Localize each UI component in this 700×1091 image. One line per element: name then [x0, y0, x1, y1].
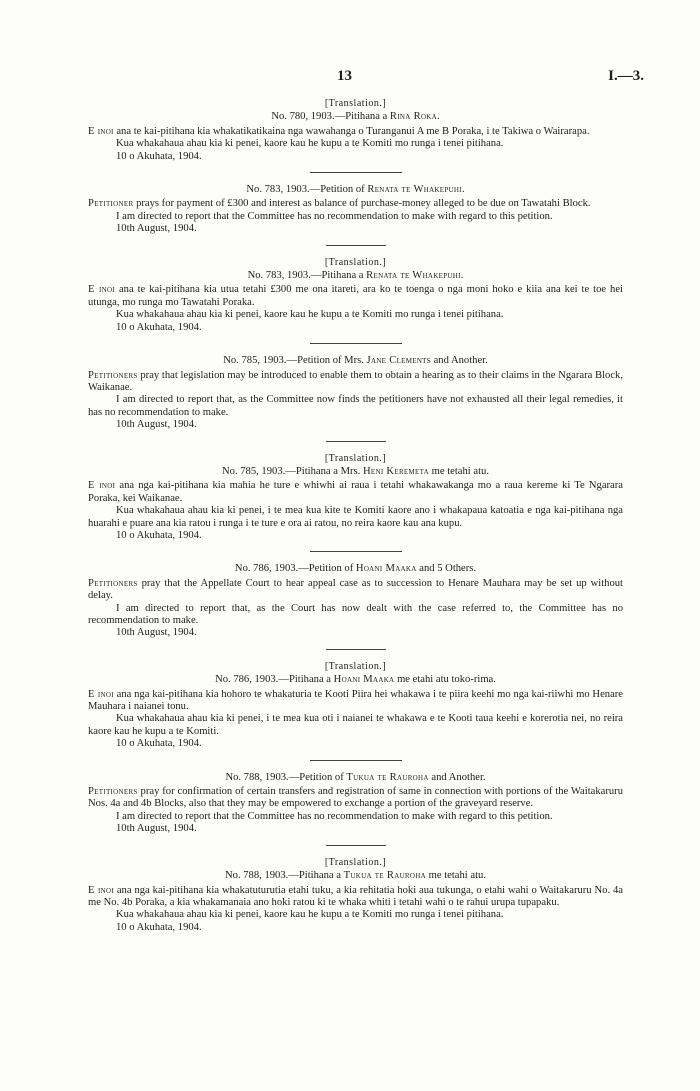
- translation-label: [Translation.]: [324, 256, 387, 268]
- report-date: 10th August, 1904.: [116, 223, 197, 235]
- petition-entry: [88, 857, 623, 934]
- petition-prayer: Petitioners pray for confirmation of certain transfers and registration of same in connection with portions of the Waitakaruru Nos. 4a and 4b Blocks, also that they may be empowered to exchange a portion of the graveyard reserve.: [88, 786, 623, 810]
- section-divider: [310, 343, 402, 344]
- translation-label: [Translation.]: [324, 856, 387, 868]
- report-date: 10 o Akuhata, 1904.: [116, 738, 202, 750]
- petition-entry: [88, 184, 623, 236]
- petitioner-name: Tukua te Rauroha: [343, 870, 426, 882]
- petition-prayer: E inoi ana te kai-pitihana kia utua tetahi £300 me ona itareti, ara ko te toenga o nga moni hoko e kiia ana kei te toe hei utunga, mo runga mo Tawatahi Poraka.: [88, 284, 623, 308]
- committee-report: Kua whakahaua ahau kia ki penei, kaore kau he kupu a te Komiti mo runga i tenei pitihana.: [116, 909, 504, 921]
- petition-heading: No. 788, 1903.—Petition of Tukua te Rauroha and Another.: [225, 771, 486, 783]
- committee-report: I am directed to report that, as the Committee now finds the petitioners have not exhausted all their legal remedies, it has no recommendation to make.: [88, 394, 623, 418]
- petition-prayer: Petitioners pray that legislation may be introduced to enable them to obtain a hearing as to their claims in the Ngarara Block, Waikanae.: [88, 369, 623, 393]
- petition-entry: [88, 355, 623, 431]
- petitioner-name: Hoani Maaka: [355, 563, 417, 575]
- report-date: 10 o Akuhata, 1904.: [116, 921, 202, 933]
- section-divider: [310, 760, 402, 761]
- petition-heading: No. 783, 1903.—Petition of Renata te Whakepuhi.: [246, 184, 465, 196]
- translation-label: [Translation.]: [324, 660, 387, 672]
- report-date: 10 o Akuhata, 1904.: [116, 150, 202, 162]
- committee-report: Kua whakahaua ahau kia ki penei, kaore kau he kupu a te Komiti mo runga i tenei pitihana.: [116, 309, 504, 321]
- committee-report: I am directed to report that, as the Court has now dealt with the case referred to, the Committee has no recommendation to make.: [88, 602, 623, 626]
- committee-report: Kua whakahaua ahau kia ki penei, i te mea kua kite te Komiti kaore ano i whakapaua katoatia e nga kai-pitihana nga huarahi e puare ana kia ratou i runga i te ture e ora ai ratou, no reira kaore kau ana kupu.: [88, 505, 623, 529]
- petition-heading: No. 786, 1903.—Pitihana a Hoani Maaka me etahi atu toko-rima.: [215, 674, 496, 686]
- report-date: 10th August, 1904.: [116, 419, 197, 431]
- translation-label: [Translation.]: [324, 98, 387, 109]
- petitioner-name: Jane Clements: [366, 355, 431, 367]
- petition-entry: [88, 98, 623, 163]
- page-content: [88, 96, 623, 939]
- petition-prayer: Petitioner prays for payment of £300 and interest as balance of purchase-money alleged to be due on Tawatahi Block.: [88, 198, 591, 210]
- petition-heading: No. 788, 1903.—Pitihana a Tukua te Rauroha me tetahi atu.: [225, 870, 486, 882]
- petition-prayer: E inoi ana nga kai-pitihana kia whakatuturutia etahi tuku, a kia rehitatia hoki aua tukunga, o etahi wahi o Waitakaruru No. 4a me No. 4b Poraka, a kia whakamanaia ano hoki ratou ki te whaka whiti i tetahi wahi o te rahui urupa tupapaku.: [88, 884, 623, 908]
- report-date: 10 o Akuhata, 1904.: [116, 529, 202, 541]
- petition-entry: [88, 772, 623, 836]
- petition-heading: No. 786, 1903.—Petition of Hoani Maaka and 5 Others.: [234, 563, 477, 575]
- petitioner-name: Hoani Maaka: [333, 674, 395, 686]
- petitioner-name: Rina Roka: [389, 111, 438, 123]
- committee-report: I am directed to report that the Committee has no recommendation to make with regard to this petition.: [116, 210, 553, 222]
- report-date: 10th August, 1904.: [116, 627, 197, 639]
- petition-heading: No. 780, 1903.—Pitihana a Rina Roka.: [271, 111, 440, 123]
- section-divider: [310, 551, 402, 552]
- petition-heading: No. 785, 1903.—Pitihana a Mrs. Heni Keremeta me tetahi atu.: [222, 465, 489, 477]
- section-divider: [326, 441, 386, 442]
- petition-entry: [88, 257, 623, 334]
- section-divider: [326, 245, 386, 246]
- petition-prayer: E inoi ana nga kai-pitihana kia hohoro te whakaturia te Kooti Piira hei whakawa i te piira keehi mo nga kai-riiwhi mo Henare Mauhara i naianei tonu.: [88, 688, 624, 713]
- petitioner-name: Renata te Whakepuhi: [367, 184, 462, 196]
- section-divider: [326, 845, 386, 846]
- petition-prayer: E inoi ana te kai-pitihana kia whakatikatikaina nga wawahanga o Turanganui A me B Poraka, i te Takiwa o Wairarapa.: [88, 125, 590, 137]
- committee-report: Kua whakahaua ahau kia ki penei, i te mea kua oti i naianei te whakawa e te Kooti taua keehi e korerotia nei, no reira kaore kau he kupu a te Komiti.: [88, 713, 623, 737]
- petition-prayer: E inoi ana nga kai-pitihana kia mahia he ture e whiwhi ai raua i tetahi whakawakanga mo a raua kereme ki Te Ngarara Poraka, kei Waikanae.: [88, 480, 623, 504]
- translation-label: [Translation.]: [324, 452, 387, 464]
- petition-heading: No. 785, 1903.—Petition of Mrs. Jane Clements and Another.: [223, 355, 488, 367]
- committee-report: I am directed to report that the Committee has no recommendation to make with regard to this petition.: [116, 810, 553, 822]
- page-header: [0, 68, 700, 88]
- page-number: 13: [337, 68, 352, 84]
- section-divider: [310, 172, 402, 173]
- petitioner-name: Renata te Whakepuhi: [366, 270, 461, 282]
- report-date: 10th August, 1904.: [116, 823, 197, 835]
- document-reference: I.—3.: [608, 68, 644, 84]
- petitioner-name: Heni Keremeta: [362, 465, 429, 477]
- petition-heading: No. 783, 1903.—Pitihana a Renata te Whakepuhi.: [247, 270, 464, 282]
- section-divider: [326, 649, 386, 650]
- committee-report: Kua whakahaua ahau kia ki penei, kaore kau he kupu a te Komiti mo runga i tenei pitihana.: [116, 138, 504, 150]
- petition-prayer: Petitioners pray that the Appellate Court to hear appeal case as to succession to Henare Mauhara may be set up without delay.: [88, 577, 623, 602]
- petition-entry: [88, 563, 623, 639]
- petition-entry: [88, 661, 623, 751]
- petition-entry: [88, 453, 623, 543]
- report-date: 10 o Akuhata, 1904.: [116, 321, 202, 333]
- petitioner-name: Tukua te Rauroha: [346, 771, 429, 783]
